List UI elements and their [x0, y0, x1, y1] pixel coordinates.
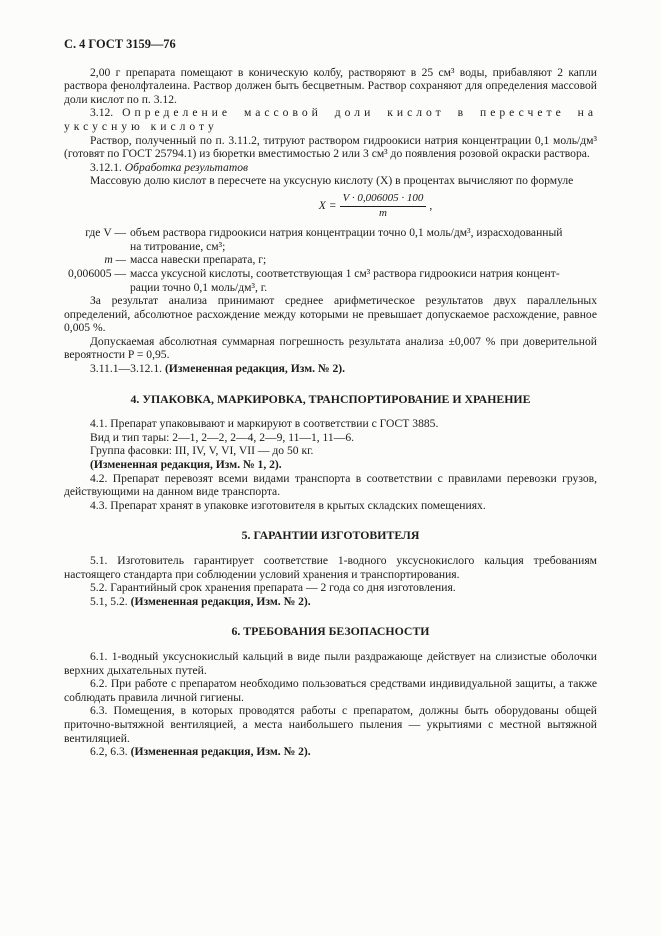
definition-text: масса навески препарата, г;	[130, 253, 267, 267]
paragraph-4-2: 4.2. Препарат перевозят всеми видами транспорта в соответствии с правилами перевозки грузов, действующими на данном виде транспорта.	[64, 471, 597, 499]
clause-3-12-1	[64, 161, 597, 175]
definition-text: объем раствора гидроокиси натрия концентрации точно 0,1 моль/дм³, израсходованный	[130, 226, 563, 240]
paragraph-6-1: 6.1. 1-водный уксуснокислый кальций в виде пыли раздражающе действует на слизистые оболочки верхних дыхательных путей.	[64, 649, 597, 677]
definition-label: m —	[104, 253, 126, 267]
paragraph-6-2: 6.2. При работе с препаратом необходимо пользоваться средствами индивидуальной защиты, а также соблюдать правила личной гигиены.	[64, 677, 597, 704]
paragraph-titration: Раствор, полученный по п. 3.11.2, титруют раствором гидроокиси натрия концентрации 0,1 моль/дм³ (готовят по ГОСТ 25794.1) из бюретки вместимостью 2 или 3 см³ до появления розовой окраски раствора.	[64, 133, 597, 161]
paragraph-calc-intro: Массовую долю кислот в пересчете на уксусную кислоту (X) в процентах вычисляют по формуле	[90, 174, 574, 188]
page-header: С. 4 ГОСТ 3159—76	[64, 37, 176, 51]
section-title-4: 4. УПАКОВКА, МАРКИРОВКА, ТРАНСПОРТИРОВАНИЕ И ХРАНЕНИЕ	[130, 391, 531, 406]
paragraph-4-1: 4.1. Препарат упаковывают и маркируют в соответствии с ГОСТ 3885.	[90, 417, 439, 431]
formula-numerator: V · 0,006005 · 100	[340, 192, 427, 207]
definition-item	[64, 267, 597, 294]
clause-3-12	[64, 106, 597, 133]
definition-item	[64, 253, 597, 267]
definition-item	[64, 226, 597, 253]
paragraph-sample-prep: 2,00 г препарата помещают в коническую колбу, растворяют в 25 см³ воды, прибавляют 2 капли раствора фенолфталеина. Раствор должен быть бесцветным. Раствор сохраняют для определения массовой доли кислот по п. 3.12.	[64, 65, 597, 106]
definition-label: 0,006005 —	[68, 266, 126, 280]
formula-denominator: m	[378, 206, 387, 219]
paragraph-5-1: 5.1. Изготовитель гарантирует соответствие 1-водного уксуснокислого кальция требованиям настоящего стандарта при соблюдении условий хранения и транспортирования.	[64, 554, 597, 581]
definition-tail: на титрование, см³;	[130, 239, 226, 253]
formula-lhs: X =	[318, 199, 337, 213]
section-title-6: 6. ТРЕБОВАНИЯ БЕЗОПАСНОСТИ	[231, 624, 430, 639]
formula-fraction	[340, 192, 427, 220]
amendment-range: 5.1, 5.2.	[90, 594, 128, 608]
amendment-range: 6.2, 6.3.	[90, 745, 128, 759]
paragraph-result: За результат анализа принимают среднее арифметическое результатов двух параллельных определений, абсолютное расхождение между которыми не превышает допускаемое расхождение, равное 0,005 %.	[64, 294, 597, 335]
amendment-text: (Измененная редакция, Изм. № 2).	[164, 362, 346, 376]
amendment-range: 3.11.1—3.12.1.	[90, 362, 163, 376]
clause-number: 3.12.	[90, 106, 114, 120]
paragraph-container-type: Вид и тип тары: 2—1, 2—2, 2—4, 2—9, 11—1, 11—6.	[90, 430, 355, 444]
definition-label: где V —	[85, 226, 126, 240]
amendment-note	[64, 362, 597, 376]
amendment-note	[64, 595, 597, 609]
formula-tail: ,	[429, 199, 433, 213]
document-page	[64, 38, 597, 759]
definition-tail: рации точно 0,1 моль/дм³, г.	[130, 280, 268, 294]
amendment-text: (Измененная редакция, Изм. № 2).	[130, 594, 311, 608]
clause-title-spaced: Определение массовой доли кислот в пересчете на уксусную кислоту	[64, 106, 597, 133]
paragraph-packing-group: Группа фасовки: III, IV, V, VI, VII — до 50 кг.	[90, 444, 314, 458]
paragraph-error: Допускаемая абсолютная суммарная погрешность результата анализа ±0,007 % при доверительной вероятности P = 0,95.	[64, 334, 597, 362]
formula	[154, 192, 597, 220]
clause-title-italic: Обработка результатов	[124, 160, 249, 174]
paragraph-5-2: 5.2. Гарантийный срок хранения препарата — 2 года со дня изготовления.	[90, 581, 456, 595]
clause-number: 3.12.1.	[90, 160, 122, 174]
amendment-note	[64, 745, 597, 759]
paragraph-4-3: 4.3. Препарат хранят в упаковке изготовителя в крытых складских помещениях.	[90, 498, 486, 512]
amendment-note: (Измененная редакция, Изм. № 1, 2).	[90, 458, 282, 472]
definitions-list	[64, 226, 597, 294]
definition-text: масса уксусной кислоты, соответствующая 1 см³ раствора гидроокиси натрия концент-	[130, 266, 560, 280]
paragraph-6-3: 6.3. Помещения, в которых проводятся работы с препаратом, должны быть оборудованы общей приточно-вытяжной вентиляцией, а места наибольшего пыления — укрытиями с местной вытяжной вентиляцией.	[64, 704, 597, 745]
amendment-text: (Измененная редакция, Изм. № 2).	[130, 745, 311, 759]
section-title-5: 5. ГАРАНТИИ ИЗГОТОВИТЕЛЯ	[241, 528, 420, 543]
